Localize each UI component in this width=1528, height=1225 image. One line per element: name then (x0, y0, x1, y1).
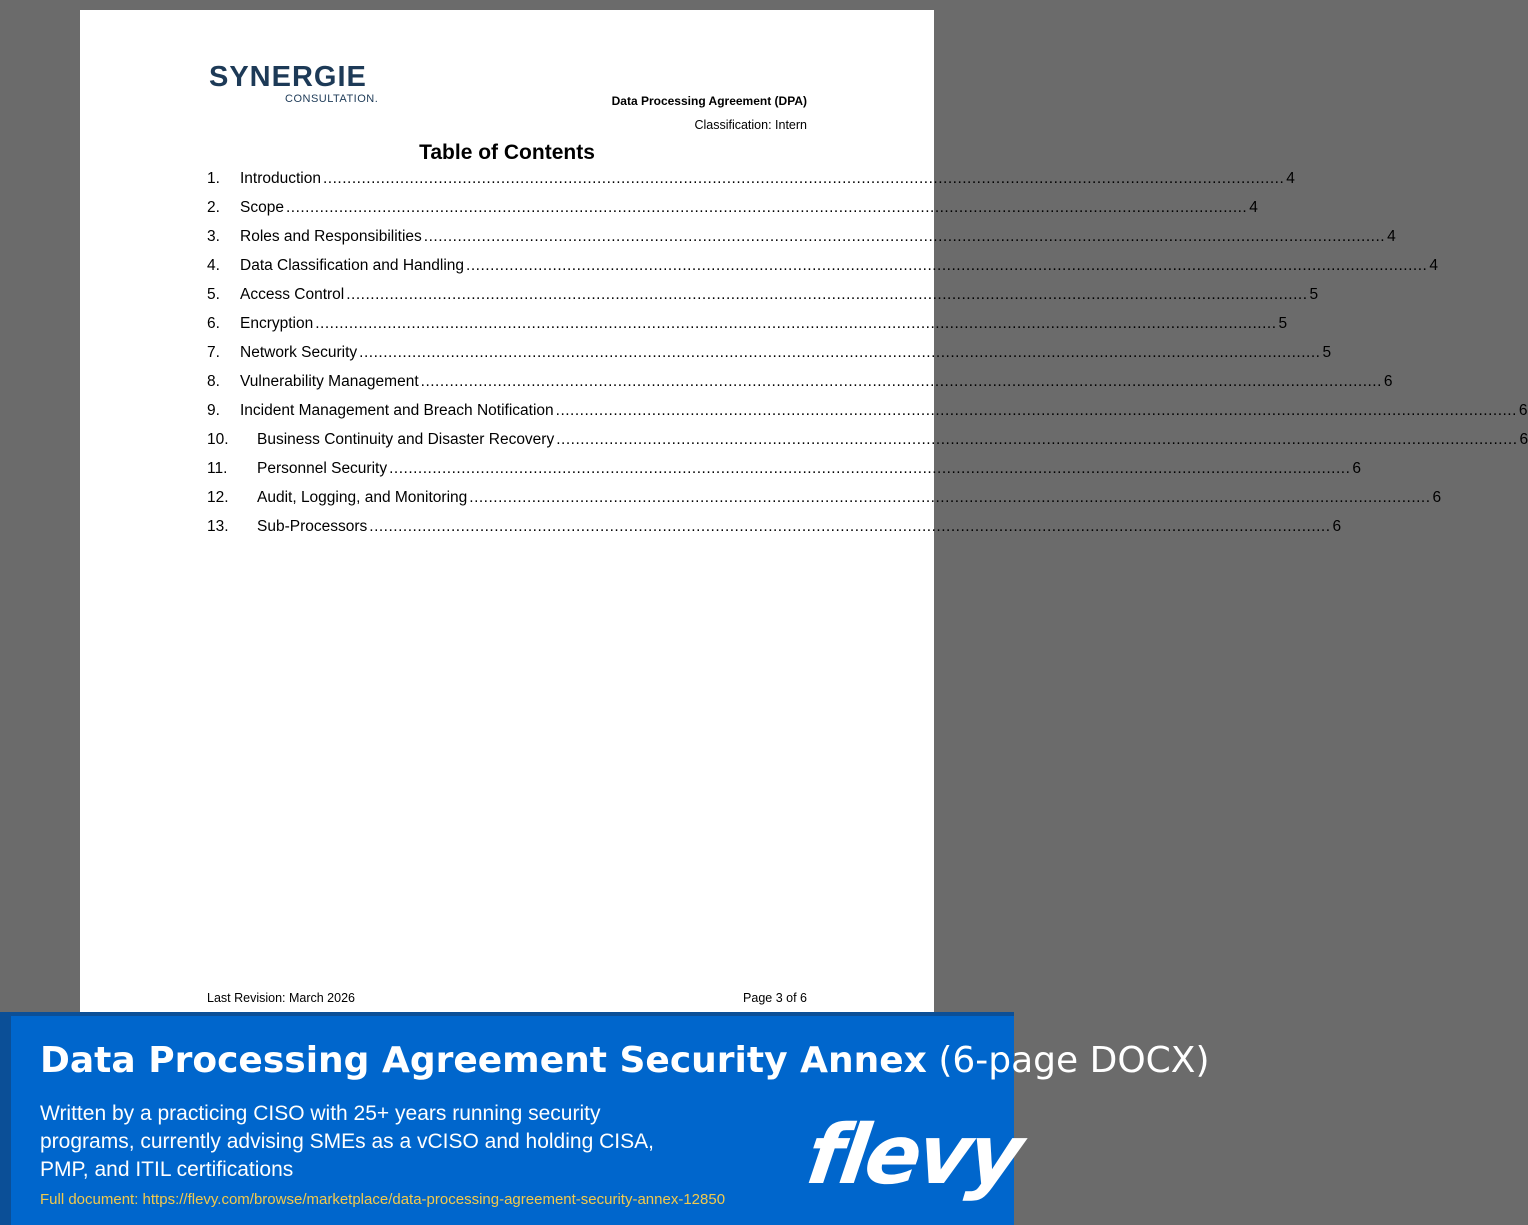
toc-entry-title: Scope (240, 199, 284, 217)
banner-title-bold: Data Processing Agreement Security Annex (40, 1040, 927, 1081)
toc-leader-dots (389, 460, 1350, 478)
toc-entry-title: Business Continuity and Disaster Recovery (257, 431, 554, 449)
toc-entry-page: 4 (1249, 199, 1258, 217)
toc-entry-title: Data Classification and Handling (240, 257, 464, 275)
banner-edge-stripe (0, 1016, 11, 1225)
toc-entry[interactable] (207, 199, 807, 228)
table-of-contents (207, 170, 807, 547)
toc-entry-title: Introduction (240, 170, 321, 188)
toc-entry-page: 5 (1322, 344, 1331, 362)
toc-entry[interactable] (207, 228, 807, 257)
toc-entry[interactable] (207, 460, 807, 489)
toc-entry[interactable] (207, 431, 807, 460)
company-logo (209, 62, 367, 92)
toc-entry-number: 2. (207, 199, 240, 217)
toc-entry[interactable] (207, 344, 807, 373)
toc-entry[interactable] (207, 402, 807, 431)
toc-entry-title: Roles and Responsibilities (240, 228, 422, 246)
toc-entry-number: 10. (207, 431, 257, 449)
toc-leader-dots (315, 315, 1276, 333)
logo-sub-text: CONSULTATION. (285, 93, 378, 105)
toc-entry[interactable] (207, 315, 807, 344)
toc-entry-number: 3. (207, 228, 240, 246)
toc-entry-page: 4 (1429, 257, 1438, 275)
toc-leader-dots (556, 431, 1517, 449)
toc-entry-title: Network Security (240, 344, 357, 362)
header-doc-title: Data Processing Agreement (DPA) (612, 94, 807, 108)
toc-entry-page: 6 (1520, 431, 1528, 449)
toc-entry-number: 1. (207, 170, 240, 188)
toc-entry-title: Sub-Processors (257, 518, 367, 536)
toc-entry-page: 5 (1279, 315, 1288, 333)
toc-entry-number: 6. (207, 315, 240, 333)
banner-document-link[interactable]: Full document: https://flevy.com/browse/marketplace/data-processing-agreement-security-annex-12850 (40, 1191, 725, 1208)
toc-entry-number: 5. (207, 286, 240, 304)
toc-entry-page: 6 (1333, 518, 1342, 536)
toc-entry-title: Vulnerability Management (240, 373, 419, 391)
toc-entry-title: Encryption (240, 315, 313, 333)
toc-entry[interactable] (207, 489, 807, 518)
toc-entry-page: 6 (1519, 402, 1528, 420)
toc-entry-page: 4 (1286, 170, 1295, 188)
footer-page-number: Page 3 of 6 (743, 991, 807, 1005)
toc-entry-number: 11. (207, 460, 257, 478)
banner-description: Written by a practicing CISO with 25+ years running security programs, currently advising SMEs as a vCISO and holding CISA, PMP, and ITIL certifications (40, 1100, 680, 1184)
promo-banner (0, 1012, 1014, 1225)
toc-leader-dots (286, 199, 1247, 217)
toc-entry-page: 6 (1433, 489, 1442, 507)
toc-entry-title: Incident Management and Breach Notification (240, 402, 554, 420)
flevy-logo[interactable]: flevy (802, 1111, 1026, 1201)
toc-entry-page: 5 (1310, 286, 1319, 304)
document-page (80, 10, 934, 1012)
toc-entry-number: 7. (207, 344, 240, 362)
toc-entry-number: 9. (207, 402, 240, 420)
toc-leader-dots (466, 257, 1427, 275)
toc-entry-number: 8. (207, 373, 240, 391)
toc-entry-page: 6 (1352, 460, 1361, 478)
toc-leader-dots (346, 286, 1307, 304)
logo-main-text: SYNERGIE (209, 62, 367, 92)
toc-entry-number: 4. (207, 257, 240, 275)
footer-revision: Last Revision: March 2026 (207, 991, 355, 1005)
toc-entry[interactable] (207, 373, 807, 402)
toc-entry[interactable] (207, 286, 807, 315)
toc-leader-dots (359, 344, 1320, 362)
header-classification: Classification: Intern (694, 118, 807, 132)
toc-entry-page: 4 (1387, 228, 1396, 246)
toc-entry-title: Personnel Security (257, 460, 387, 478)
toc-entry-page: 6 (1384, 373, 1393, 391)
toc-leader-dots (369, 518, 1330, 536)
toc-entry-title: Audit, Logging, and Monitoring (257, 489, 467, 507)
toc-entry[interactable] (207, 518, 807, 547)
toc-leader-dots (469, 489, 1430, 507)
banner-title (40, 1040, 1210, 1081)
toc-leader-dots (424, 228, 1385, 246)
toc-entry-title: Access Control (240, 286, 344, 304)
toc-leader-dots (421, 373, 1382, 391)
toc-entry[interactable] (207, 170, 807, 199)
toc-leader-dots (556, 402, 1517, 420)
toc-entry[interactable] (207, 257, 807, 286)
toc-leader-dots (323, 170, 1284, 188)
banner-title-format: (6-page DOCX) (938, 1040, 1209, 1081)
toc-entry-number: 13. (207, 518, 257, 536)
toc-entry-number: 12. (207, 489, 257, 507)
toc-heading: Table of Contents (80, 141, 934, 165)
